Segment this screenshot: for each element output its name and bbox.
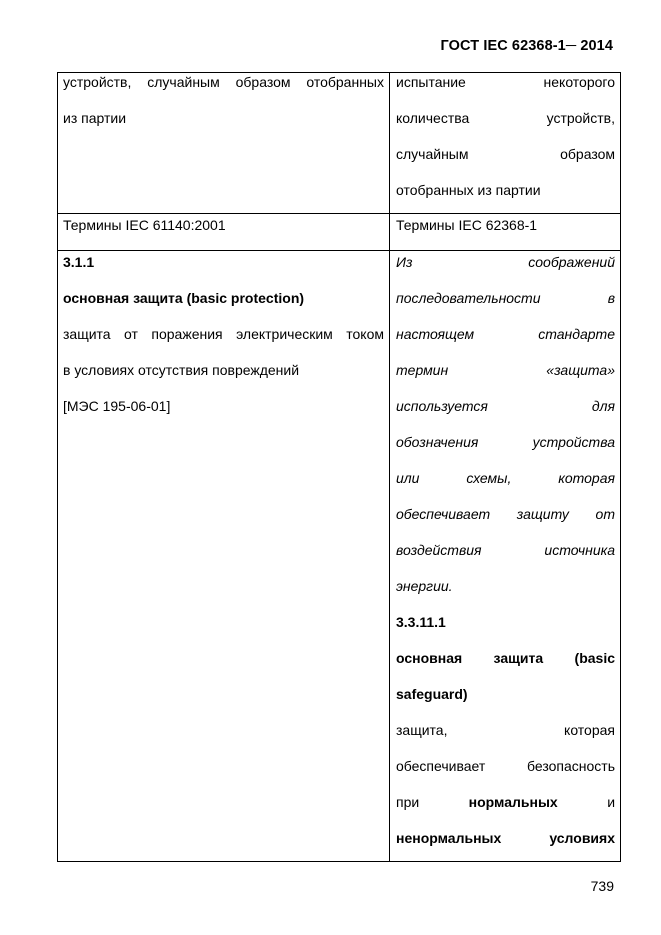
row3-right-cell — [396, 253, 615, 865]
row2-right-cell — [396, 216, 615, 252]
row1-left-cell — [63, 73, 384, 145]
definition-text: при — [396, 794, 420, 810]
definition-line: ненормальных условиях — [396, 830, 615, 846]
note-line: энергии. — [396, 578, 453, 594]
term-number: 3.3.11.1 — [396, 614, 446, 630]
column-divider — [389, 73, 390, 861]
text-line: случайным образом — [396, 146, 615, 162]
definition-line: в условиях отсутствия повреждений — [63, 362, 300, 378]
note-line: настоящем стандарте — [396, 326, 615, 342]
term-title: основная защита (basic — [396, 650, 615, 666]
row1-right-cell — [396, 73, 615, 217]
note-line: или схемы, которая — [396, 470, 615, 486]
note-line: используется для — [396, 398, 615, 414]
term-title: safeguard) — [396, 686, 468, 702]
definition-line — [396, 793, 615, 829]
text-line: отобранных из партии — [396, 182, 541, 198]
term-number: 3.1.1 — [63, 254, 95, 270]
comparison-table — [57, 72, 621, 862]
section-heading: Термины IEC 62368-1 — [396, 217, 538, 233]
row2-left-cell — [63, 216, 384, 252]
note-line: обеспечивает защиту от — [396, 506, 615, 522]
text-line: из партии — [63, 110, 127, 126]
definition-line: защита, которая — [396, 722, 615, 738]
note-line: обозначения устройства — [396, 434, 615, 450]
definition-text: и — [607, 794, 616, 810]
definition-line: защита от поражения электрическим током — [63, 326, 384, 342]
page-number: 739 — [590, 878, 614, 894]
definition-line: обеспечивает безопасность — [396, 758, 615, 774]
note-line: Из соображений — [396, 254, 615, 270]
term-title: основная защита (basic protection) — [63, 290, 305, 306]
text-line: количества устройств, — [396, 110, 615, 126]
section-heading: Термины IEC 61140:2001 — [63, 217, 226, 233]
text-line: устройств, случайным образом отобранных — [63, 74, 384, 90]
note-line: термин «защита» — [396, 362, 615, 378]
row3-left-cell — [63, 253, 384, 433]
note-line: воздействия источника — [396, 542, 615, 558]
emphasis-text: нормальных — [468, 794, 558, 810]
document-header: ГОСТ IEC 62368-1─ 2014 — [440, 38, 613, 54]
reference: [МЭС 195-06-01] — [63, 398, 171, 414]
text-line: испытание некоторого — [396, 74, 615, 90]
note-line: последовательности в — [396, 290, 615, 306]
